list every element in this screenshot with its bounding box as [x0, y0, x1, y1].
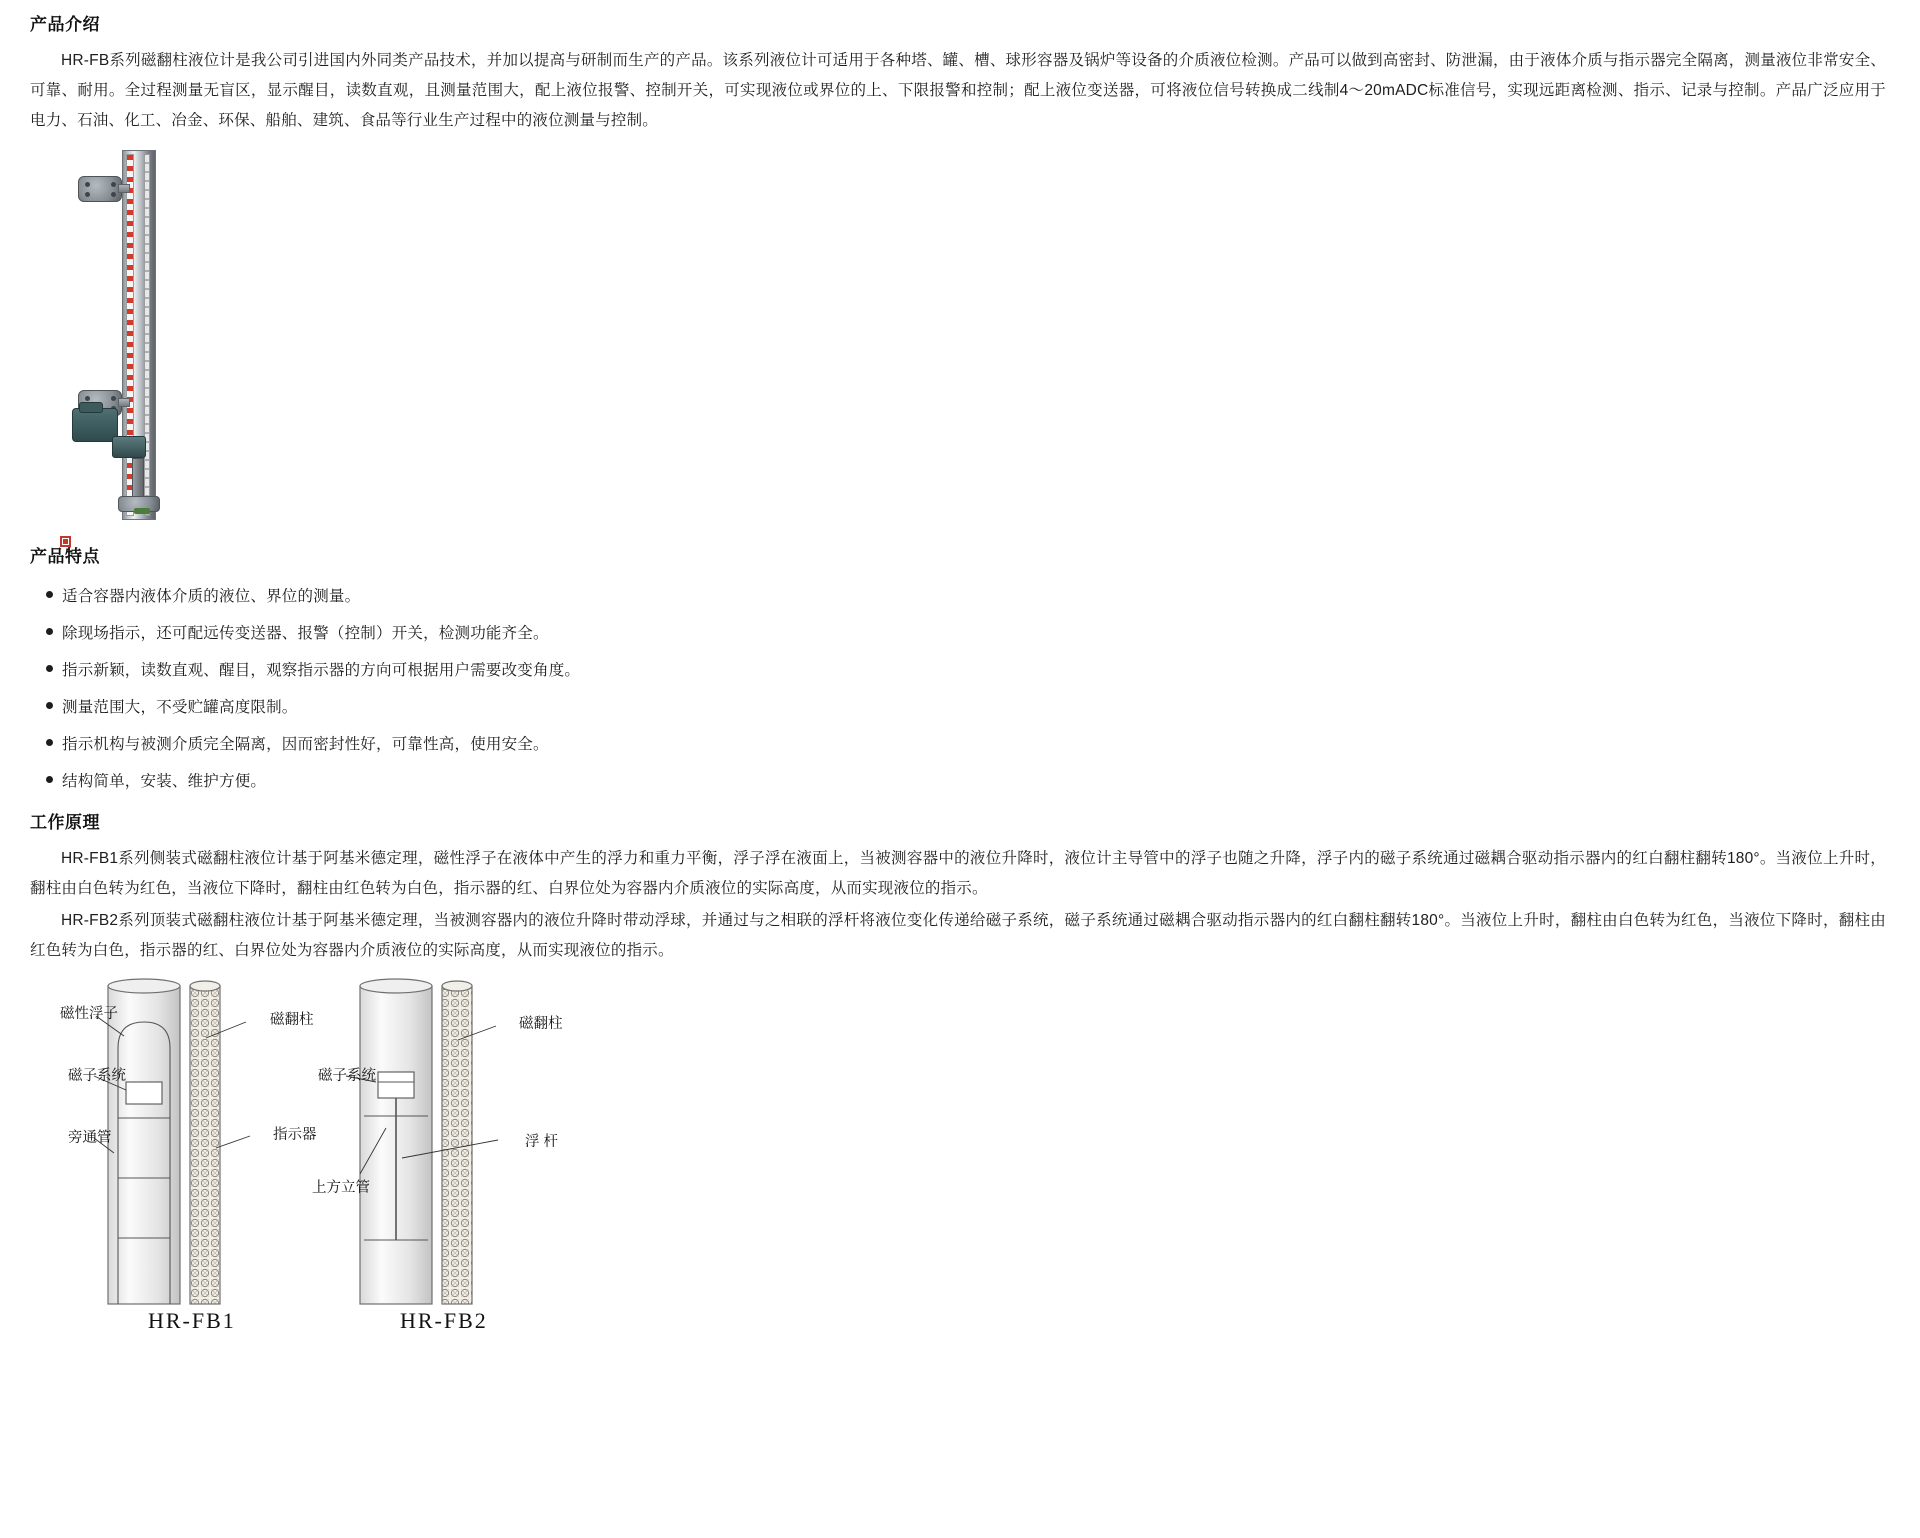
feature-list	[30, 578, 1886, 800]
bullet-icon	[46, 591, 53, 598]
bullet-icon	[46, 776, 53, 783]
top-neck	[118, 184, 130, 193]
gauge-graduation-strip	[144, 154, 150, 516]
diagram-hr-fb1	[94, 979, 250, 1304]
label-magnet-system-left: 磁子系统	[68, 1068, 126, 1085]
feature-text: 结构简单，安装、维护方便。	[62, 773, 267, 791]
feature-text: 指示机构与被测介质完全隔离，因而密封性好，可靠性高，使用安全。	[62, 736, 549, 754]
red-square-marker-icon	[60, 536, 71, 547]
feature-text: 除现场指示，还可配远传变送器、报警（控制）开关，检测功能齐全。	[62, 625, 549, 643]
feature-text: 指示新颖，读数直观、醒目，观察指示器的方向可根据用户需要改变角度。	[62, 662, 581, 680]
principle-paragraph-2: HR-FB2系列顶装式磁翻柱液位计基于阿基米德定理，当被测容器内的液位升降时带动浮球，并通过与之相联的浮杆将液位变化传递给磁子系统，磁子系统通过磁耦合驱动指示器内的红白翻柱翻转180°。当液位上升时，翻柱由白色转为红色，当液位下降时，翻柱由红色转为白色，指示器的红、白界位处为容器内介质液位的实际高度，从而实现液位的指示。	[30, 912, 1886, 960]
transmitter-housing	[72, 408, 118, 442]
principle-paragraph-1: HR-FB1系列侧装式磁翻柱液位计基于阿基米德定理，磁性浮子在液体中产生的浮力和重力平衡，浮子浮在液面上，当被测容器中的液位升降时，液位计主导管中的浮子也随之升降，浮子内的磁子系统通过磁耦合驱动指示器内的红白翻柱翻转180°。当液位上升时，翻柱由白色转为红色，当液位下降时，翻柱由红色转为白色，指示器的红、白界位处为容器内介质液位的实际高度，从而实现液位的指示。	[30, 850, 1886, 898]
bullet-icon	[46, 628, 53, 635]
feature-text: 适合容器内液体介质的液位、界位的测量。	[62, 588, 361, 606]
feature-text: 测量范围大，不受贮罐高度限制。	[62, 699, 298, 717]
product-photo	[30, 140, 1886, 540]
label-indicator: 指示器	[273, 1127, 317, 1144]
valve-body	[112, 436, 146, 458]
drain-tip	[134, 508, 150, 514]
list-item	[46, 763, 1886, 800]
bullet-icon	[46, 739, 53, 746]
label-flip-column-left: 磁翻柱	[270, 1012, 314, 1029]
label-flip-column-right: 磁翻柱	[519, 1016, 563, 1033]
principle-diagram-svg	[30, 978, 730, 1338]
list-item	[46, 726, 1886, 763]
label-magnet-system-right: 磁子系统	[318, 1068, 376, 1085]
top-flange	[78, 176, 122, 202]
section-heading-features: 产品特点	[30, 547, 100, 567]
diagram-caption-left: HR-FB1	[148, 1308, 236, 1334]
intro-paragraph: HR-FB系列磁翻柱液位计是我公司引进国内外同类产品技术，并加以提高与研制而生产的产品。该系列液位计可适用于各种塔、罐、槽、球形容器及锅炉等设备的介质液位检测。产品可以做到高密封、防泄漏，由于液体介质与指示器完全隔离，测量液位非常安全、可靠、耐用。全过程测量无盲区，显示醒目，读数直观，且测量范围大，配上液位报警、控制开关，可实现液位或界位的上、下限报警和控制；配上液位变送器，可将液位信号转换成二线制4～20mADC标准信号，实现远距离检测、指示、记录与控制。产品广泛应用于电力、石油、化工、冶金、环保、船舶、建筑、食品等行业生产过程中的液位测量与控制。	[30, 52, 1886, 130]
section-heading-principle: 工作原理	[30, 813, 100, 833]
label-magnetic-float: 磁性浮子	[60, 1006, 118, 1023]
bullet-icon	[46, 665, 53, 672]
diagram-hr-fb2	[346, 979, 498, 1304]
bullet-icon	[46, 702, 53, 709]
section-heading-intro: 产品介绍	[30, 15, 100, 34]
list-item	[46, 615, 1886, 652]
label-bypass-tube: 旁通管	[68, 1130, 112, 1147]
list-item	[46, 578, 1886, 615]
list-item	[46, 689, 1886, 726]
label-upper-stand-pipe: 上方立管	[312, 1180, 370, 1197]
principle-diagrams	[30, 978, 1886, 1348]
red-marker-bottom	[60, 534, 71, 552]
list-item	[46, 652, 1886, 689]
label-float-rod: 浮 杆	[525, 1134, 559, 1151]
bottom-neck	[118, 398, 130, 407]
diagram-caption-right: HR-FB2	[400, 1308, 488, 1334]
